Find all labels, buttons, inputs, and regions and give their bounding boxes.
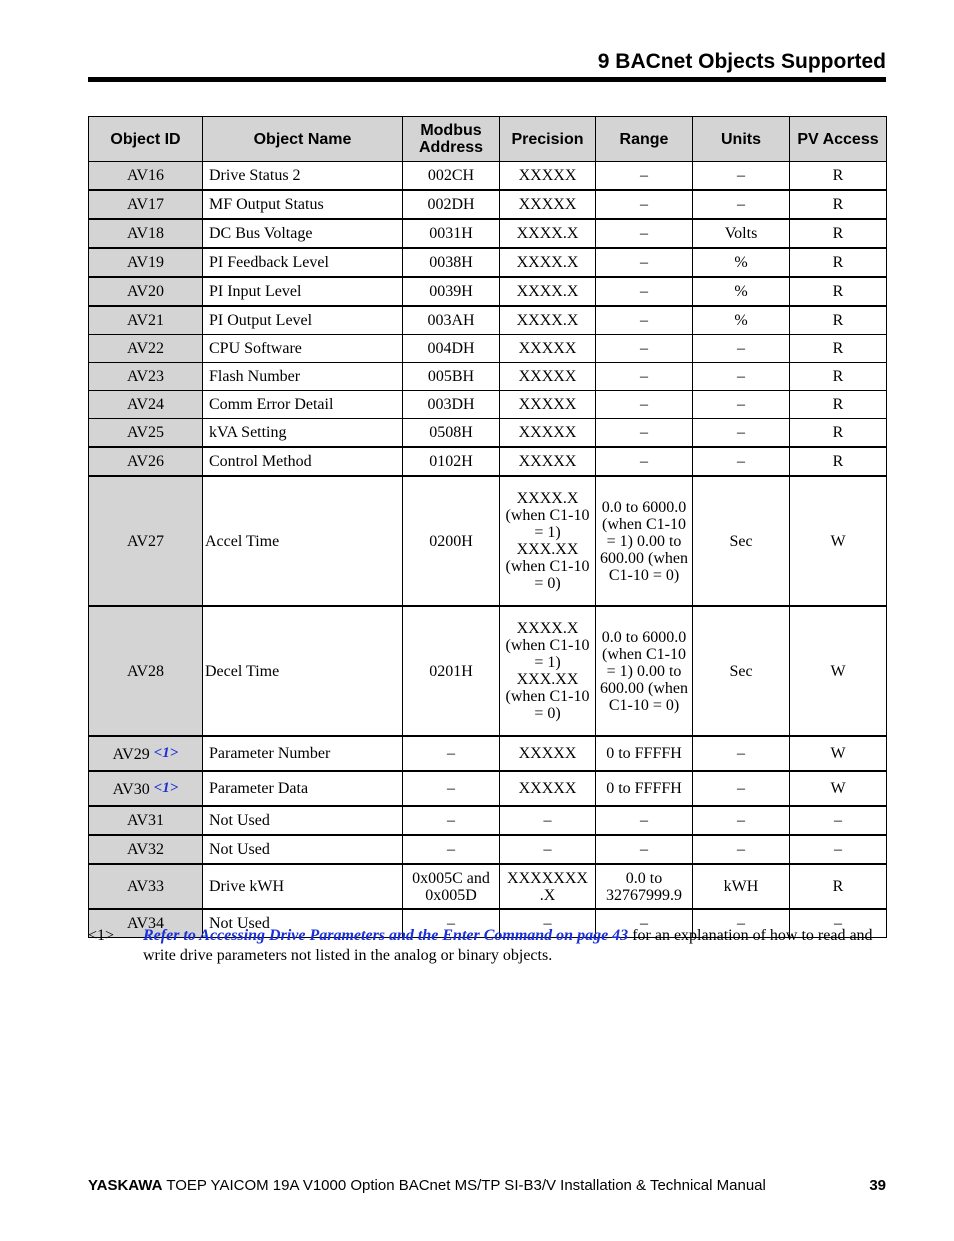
object-id-cell bbox=[89, 219, 203, 248]
cell-address: 005BH bbox=[403, 363, 500, 391]
object-id: AV19 bbox=[126, 254, 165, 271]
cell-name: Parameter Number bbox=[203, 736, 403, 771]
cell-name: Comm Error Detail bbox=[203, 391, 403, 419]
cell-address: 0038H bbox=[403, 248, 500, 277]
cell-precision: XXXXX bbox=[500, 363, 596, 391]
cell-precision: XXXXX bbox=[500, 335, 596, 363]
cell-precision: XXXX.X (when C1-10 = 1) XXX.XX (when C1-10 = 0) bbox=[500, 476, 596, 606]
object-id: AV30 bbox=[112, 780, 150, 798]
cell-units: – bbox=[693, 736, 790, 771]
cell-name: CPU Software bbox=[203, 335, 403, 363]
table-body bbox=[89, 162, 887, 938]
cell-units: Sec bbox=[693, 606, 790, 736]
cell-name: Not Used bbox=[203, 835, 403, 864]
cell-access: R bbox=[790, 248, 887, 277]
cell-name: Control Method bbox=[203, 447, 403, 476]
header-rule bbox=[88, 77, 886, 82]
object-id: AV34 bbox=[126, 915, 165, 932]
object-id-cell bbox=[89, 277, 203, 306]
cell-units: – bbox=[693, 771, 790, 806]
cell-range: – bbox=[596, 162, 693, 191]
object-id: AV16 bbox=[126, 167, 165, 184]
object-id: AV18 bbox=[126, 225, 165, 242]
object-id: AV26 bbox=[126, 453, 165, 470]
table-row bbox=[89, 277, 887, 306]
object-id: AV31 bbox=[126, 812, 165, 829]
cell-address: 0508H bbox=[403, 419, 500, 448]
cell-address: – bbox=[403, 736, 500, 771]
cell-access: W bbox=[790, 771, 887, 806]
cell-access: R bbox=[790, 363, 887, 391]
cell-access: W bbox=[790, 606, 887, 736]
cell-address: – bbox=[403, 835, 500, 864]
table-row bbox=[89, 606, 887, 736]
object-id: AV28 bbox=[126, 662, 165, 680]
table-row bbox=[89, 248, 887, 277]
cell-name: Not Used bbox=[203, 909, 403, 938]
object-id: AV22 bbox=[126, 340, 165, 357]
object-id-cell bbox=[89, 606, 203, 736]
table-row bbox=[89, 419, 887, 448]
cell-units: – bbox=[693, 162, 790, 191]
cell-name: Drive kWH bbox=[203, 864, 403, 909]
cell-name: PI Output Level bbox=[203, 306, 403, 335]
cell-units: – bbox=[693, 835, 790, 864]
section-title: 9 BACnet Objects Supported bbox=[597, 50, 886, 73]
table-row bbox=[89, 864, 887, 909]
cell-range: 0.0 to 6000.0 (when C1-10 = 1) 0.00 to 600.00 (when C1-10 = 0) bbox=[596, 476, 693, 606]
cell-range: 0.0 to 32767999.9 bbox=[596, 864, 693, 909]
cell-address: – bbox=[403, 806, 500, 835]
page-number: 39 bbox=[869, 1177, 886, 1194]
table-row bbox=[89, 219, 887, 248]
column-header: Units bbox=[693, 117, 790, 162]
column-header: Object Name bbox=[203, 117, 403, 162]
footnote-ref-link[interactable]: <1> bbox=[153, 744, 179, 761]
cell-name: kVA Setting bbox=[203, 419, 403, 448]
cell-range: – bbox=[596, 335, 693, 363]
cell-access: R bbox=[790, 391, 887, 419]
cell-precision: XXXXX bbox=[500, 771, 596, 806]
cell-units: – bbox=[693, 419, 790, 448]
object-id-cell bbox=[89, 864, 203, 909]
object-id: AV20 bbox=[126, 283, 165, 300]
cell-precision: XXXX.X (when C1-10 = 1) XXX.XX (when C1-10 = 0) bbox=[500, 606, 596, 736]
cell-units: – bbox=[693, 806, 790, 835]
cell-range: – bbox=[596, 363, 693, 391]
cell-precision: XXXX.X bbox=[500, 306, 596, 335]
object-id: AV33 bbox=[126, 878, 165, 895]
cell-range: – bbox=[596, 219, 693, 248]
object-id-cell bbox=[89, 806, 203, 835]
cell-address: 0031H bbox=[403, 219, 500, 248]
cell-range: – bbox=[596, 391, 693, 419]
cell-name: PI Feedback Level bbox=[203, 248, 403, 277]
cell-units: – bbox=[693, 363, 790, 391]
cell-address: 0200H bbox=[403, 476, 500, 606]
cell-precision: XXXXX bbox=[500, 447, 596, 476]
cell-range: – bbox=[596, 306, 693, 335]
footnote-body: for an explanation of how to read and write drive parameters not listed in the analog or binary objects. bbox=[143, 927, 873, 964]
footer-brand: YASKAWA bbox=[88, 1177, 163, 1194]
column-header: Precision bbox=[500, 117, 596, 162]
cell-range: – bbox=[596, 835, 693, 864]
cell-address: 0039H bbox=[403, 277, 500, 306]
footer-title bbox=[88, 1177, 766, 1194]
object-id: AV27 bbox=[126, 532, 165, 550]
cell-address: 0102H bbox=[403, 447, 500, 476]
table-header-row bbox=[89, 117, 887, 162]
object-id: AV29 bbox=[112, 745, 150, 763]
cell-access: R bbox=[790, 190, 887, 219]
object-id-cell bbox=[89, 771, 203, 806]
cell-access: R bbox=[790, 306, 887, 335]
cell-precision: XXXXX bbox=[500, 736, 596, 771]
cell-range: 0 to FFFFH bbox=[596, 771, 693, 806]
cell-units: % bbox=[693, 277, 790, 306]
cell-units: Volts bbox=[693, 219, 790, 248]
footnote bbox=[88, 926, 886, 966]
cell-precision: XXXX.X bbox=[500, 248, 596, 277]
cell-range: 0.0 to 6000.0 (when C1-10 = 1) 0.00 to 600.00 (when C1-10 = 0) bbox=[596, 606, 693, 736]
table-row bbox=[89, 771, 887, 806]
cell-access: R bbox=[790, 219, 887, 248]
cell-range: – bbox=[596, 806, 693, 835]
object-id: AV17 bbox=[126, 196, 165, 213]
cell-access: R bbox=[790, 447, 887, 476]
cell-name: PI Input Level bbox=[203, 277, 403, 306]
cell-name: Accel Time bbox=[203, 476, 403, 606]
cell-access: R bbox=[790, 335, 887, 363]
cell-units: – bbox=[693, 447, 790, 476]
cell-range: – bbox=[596, 419, 693, 448]
cell-units: – bbox=[693, 335, 790, 363]
cell-precision: XXXXXXX .X bbox=[500, 864, 596, 909]
cell-precision: XXXXX bbox=[500, 190, 596, 219]
object-id-cell bbox=[89, 335, 203, 363]
cell-range: – bbox=[596, 447, 693, 476]
footnote-text bbox=[143, 926, 886, 966]
object-id-cell bbox=[89, 162, 203, 191]
table-row bbox=[89, 806, 887, 835]
table-row bbox=[89, 476, 887, 606]
footer-manual-title: TOEP YAICOM 19A V1000 Option BACnet MS/TP SI-B3/V Installation & Technical Manual bbox=[162, 1177, 766, 1194]
cell-access: R bbox=[790, 864, 887, 909]
table-row bbox=[89, 306, 887, 335]
table-row bbox=[89, 335, 887, 363]
cell-precision: XXXXX bbox=[500, 162, 596, 191]
cell-access: – bbox=[790, 806, 887, 835]
cell-range: – bbox=[596, 190, 693, 219]
cell-address: – bbox=[403, 771, 500, 806]
cell-access: R bbox=[790, 277, 887, 306]
cell-address: 002CH bbox=[403, 162, 500, 191]
object-id: AV23 bbox=[126, 368, 165, 385]
cell-access: R bbox=[790, 419, 887, 448]
column-header: Range bbox=[596, 117, 693, 162]
cell-address: 002DH bbox=[403, 190, 500, 219]
cell-range: – bbox=[596, 248, 693, 277]
table-row bbox=[89, 736, 887, 771]
cell-name: MF Output Status bbox=[203, 190, 403, 219]
object-id: AV25 bbox=[126, 424, 165, 441]
footnote-ref-link[interactable]: <1> bbox=[153, 779, 179, 796]
cell-name: Flash Number bbox=[203, 363, 403, 391]
cell-units: % bbox=[693, 306, 790, 335]
cell-name: Parameter Data bbox=[203, 771, 403, 806]
table-row bbox=[89, 190, 887, 219]
table-row bbox=[89, 363, 887, 391]
cell-precision: XXXX.X bbox=[500, 219, 596, 248]
cell-units: – bbox=[693, 909, 790, 938]
footnote-link[interactable]: Refer to Accessing Drive Parameters and the Enter Command on page 43 bbox=[143, 927, 629, 944]
table-row bbox=[89, 447, 887, 476]
column-header: Modbus Address bbox=[403, 117, 500, 162]
cell-access: W bbox=[790, 476, 887, 606]
cell-name: Not Used bbox=[203, 806, 403, 835]
object-id-cell bbox=[89, 476, 203, 606]
bacnet-objects-table bbox=[88, 116, 887, 938]
table-row bbox=[89, 835, 887, 864]
column-header: PV Access bbox=[790, 117, 887, 162]
cell-access: – bbox=[790, 909, 887, 938]
column-header: Object ID bbox=[89, 117, 203, 162]
cell-range: 0 to FFFFH bbox=[596, 736, 693, 771]
cell-access: R bbox=[790, 162, 887, 191]
cell-precision: XXXX.X bbox=[500, 277, 596, 306]
cell-precision: – bbox=[500, 909, 596, 938]
object-id-cell bbox=[89, 419, 203, 448]
object-id: AV21 bbox=[126, 312, 165, 329]
object-id-cell bbox=[89, 248, 203, 277]
cell-name: Drive Status 2 bbox=[203, 162, 403, 191]
cell-units: – bbox=[693, 391, 790, 419]
cell-address: 003DH bbox=[403, 391, 500, 419]
cell-precision: – bbox=[500, 806, 596, 835]
object-id: AV24 bbox=[126, 396, 165, 413]
cell-units: Sec bbox=[693, 476, 790, 606]
object-id-cell bbox=[89, 391, 203, 419]
object-id-cell bbox=[89, 190, 203, 219]
cell-precision: XXXXX bbox=[500, 391, 596, 419]
object-id-cell bbox=[89, 447, 203, 476]
table-row bbox=[89, 162, 887, 191]
object-id-cell bbox=[89, 306, 203, 335]
cell-range: – bbox=[596, 277, 693, 306]
cell-name: Decel Time bbox=[203, 606, 403, 736]
cell-units: % bbox=[693, 248, 790, 277]
cell-address: – bbox=[403, 909, 500, 938]
cell-address: 003AH bbox=[403, 306, 500, 335]
cell-units: – bbox=[693, 190, 790, 219]
cell-precision: – bbox=[500, 835, 596, 864]
cell-access: – bbox=[790, 835, 887, 864]
cell-address: 0201H bbox=[403, 606, 500, 736]
cell-access: W bbox=[790, 736, 887, 771]
object-id-cell bbox=[89, 736, 203, 771]
cell-range: – bbox=[596, 909, 693, 938]
table-row bbox=[89, 391, 887, 419]
cell-address: 004DH bbox=[403, 335, 500, 363]
cell-units: kWH bbox=[693, 864, 790, 909]
cell-address: 0x005C and 0x005D bbox=[403, 864, 500, 909]
object-id-cell bbox=[89, 363, 203, 391]
object-id-cell bbox=[89, 835, 203, 864]
cell-name: DC Bus Voltage bbox=[203, 219, 403, 248]
object-id: AV32 bbox=[126, 841, 165, 858]
cell-precision: XXXXX bbox=[500, 419, 596, 448]
footnote-marker: <1> bbox=[88, 927, 115, 944]
